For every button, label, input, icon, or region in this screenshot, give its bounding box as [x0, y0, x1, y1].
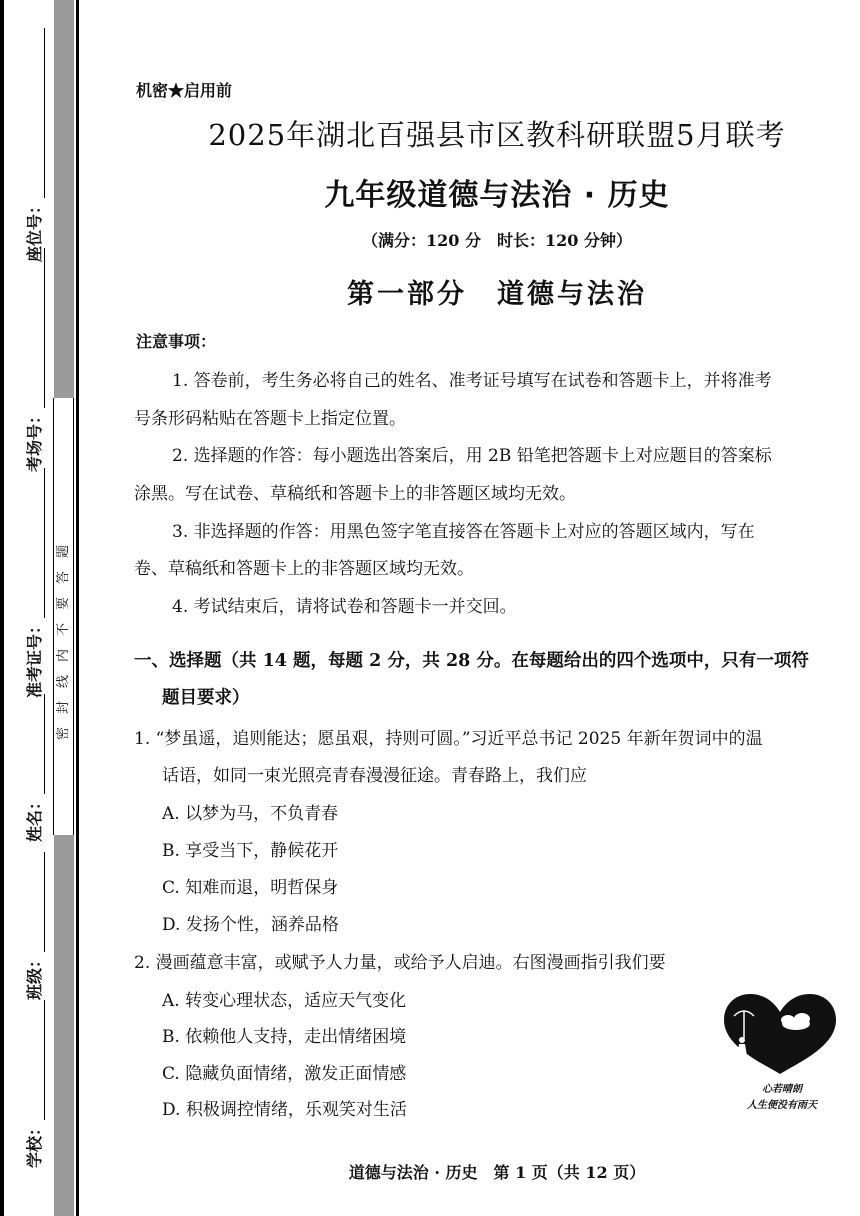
- ticket-number-line: [28, 468, 45, 618]
- binding-stripe-bottom: [54, 835, 74, 1216]
- class-line: [28, 852, 45, 952]
- binding-border-left: [0, 0, 4, 1216]
- binding-stripe-top: [54, 0, 74, 398]
- class-label: 班级：: [25, 951, 44, 1000]
- exam-title: 2025年湖北百强县市区教科研联盟5月联考: [208, 118, 786, 152]
- section-heading-continued: 题目要求）: [162, 688, 250, 708]
- notice-line: 3. 非选择题的作答：用黑色签字笔直接答在答题卡上对应的答题区域内，写在: [172, 522, 755, 542]
- cartoon-caption-line2: 人生便没有雨天: [747, 1100, 817, 1111]
- confidential-mark: 机密★启用前: [136, 81, 233, 100]
- exam-room-line: [28, 248, 45, 408]
- cloud-icon: [781, 1013, 810, 1030]
- question-1-stem: 1. “梦虽遥，追则能达；愿虽艰，持则可圆。”习近平总书记 2025 年新年贺词中的温: [134, 729, 763, 749]
- question-1-option-a: A. 以梦为马，不负青春: [162, 804, 339, 824]
- question-1-option-d: D. 发扬个性，涵养品格: [162, 915, 339, 935]
- binding-border-right: [76, 0, 79, 1216]
- page-footer: 道德与法治 · 历史 第 1 页（共 12 页）: [348, 1163, 646, 1182]
- notice-line: 卷、草稿纸和答题卡上的非答题区域均无效。: [134, 559, 474, 579]
- seat-number-line: [28, 28, 45, 198]
- question-1-option-c: C. 知难而退，明哲保身: [162, 878, 339, 898]
- ticket-number-field: [22, 468, 45, 698]
- notice-line: 涂黑。写在试卷、草稿纸和答题卡上的非答题区域均无效。: [134, 484, 576, 504]
- name-label: 姓名：: [25, 793, 44, 842]
- exam-room-field: [22, 248, 45, 472]
- question-1-option-b: B. 享受当下，静候花开: [162, 841, 339, 861]
- school-label: 学校：: [25, 1119, 44, 1168]
- class-field: [22, 852, 45, 1000]
- part-title: 第一部分 道德与法治: [347, 279, 647, 310]
- binding-margin: [0, 0, 80, 1216]
- school-line: [28, 1000, 45, 1120]
- question-2-option-d: D. 积极调控情绪，乐观笑对生活: [162, 1100, 407, 1120]
- school-field: [22, 1000, 45, 1168]
- exam-page-content: [134, 0, 860, 1216]
- name-line: [28, 694, 45, 794]
- notice-heading: 注意事项：: [136, 332, 217, 351]
- question-1-stem-continued: 话语，如同一束光照亮青春漫漫征途。青春路上，我们应: [162, 766, 587, 786]
- seat-number-label: 座位号：: [25, 197, 44, 262]
- notice-line: 号条形码粘贴在答题卡上指定位置。: [134, 409, 406, 429]
- notice-line: 4. 考试结束后，请将试卷和答题卡一并交回。: [172, 597, 517, 617]
- section-heading: 一、选择题（共 14 题，每题 2 分，共 28 分。在每题给出的四个选项中，只有一项符: [134, 651, 809, 671]
- question-2-stem: 2. 漫画蕴意丰富，或赋予人力量，或给予人启迪。右图漫画指引我们要: [134, 953, 666, 973]
- seal-line-notice: 密封线内不要答题: [56, 531, 71, 740]
- seat-number-field: [22, 28, 45, 262]
- question-2-option-b: B. 依赖他人支持，走出情绪困境: [162, 1027, 407, 1047]
- cartoon-caption-line1: 心若晴朗: [762, 1084, 802, 1095]
- ticket-number-label: 准考证号：: [25, 617, 44, 698]
- notice-line: 1. 答卷前，考生务必将自己的姓名、准考证号填写在试卷和答题卡上，并将准考: [172, 371, 772, 391]
- subject-title: 九年级道德与法治 · 历史: [324, 178, 670, 213]
- score-duration-info: （满分：120 分 时长：120 分钟）: [362, 231, 632, 250]
- question-2-option-a: A. 转变心理状态，适应天气变化: [162, 991, 407, 1011]
- exam-room-label: 考场号：: [25, 407, 44, 472]
- question-2-option-c: C. 隐藏负面情绪，激发正面情感: [162, 1064, 407, 1084]
- name-field: [22, 694, 45, 842]
- notice-line: 2. 选择题的作答：每小题选出答案后，用 2B 铅笔把答题卡上对应题目的答案标: [172, 446, 772, 466]
